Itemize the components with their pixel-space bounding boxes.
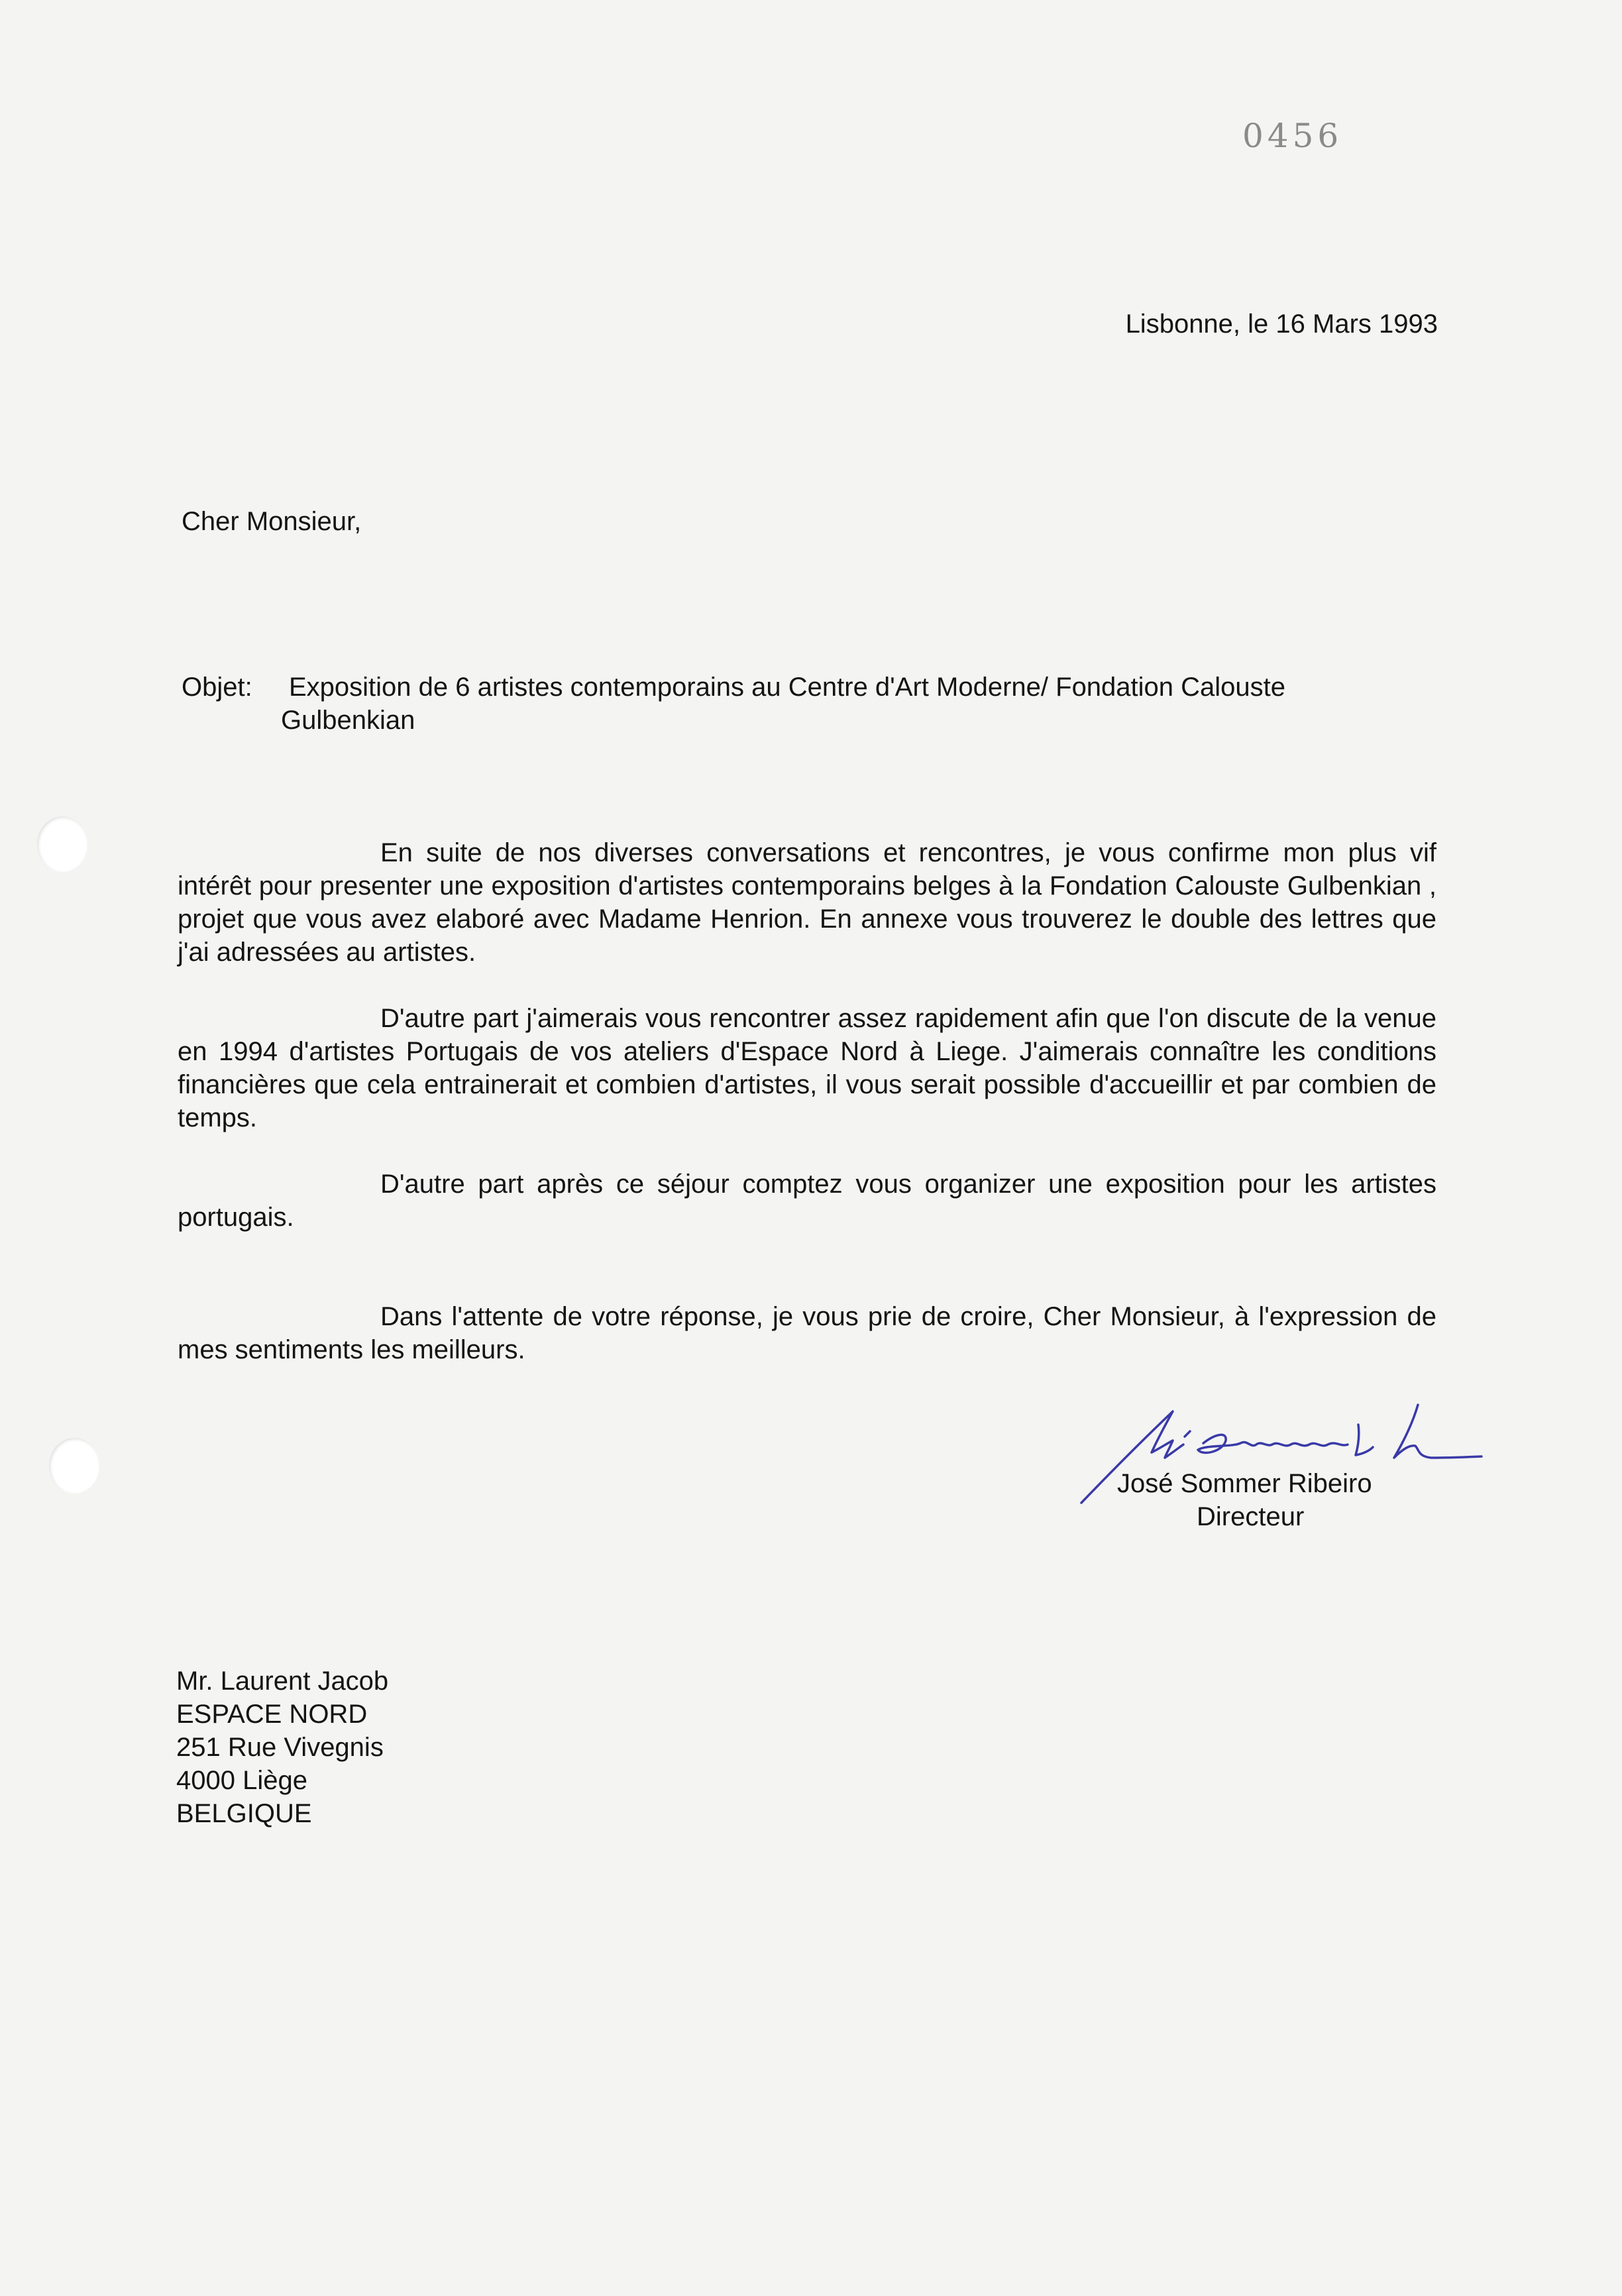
salutation: Cher Monsieur, (182, 507, 362, 536)
archive-number-stamp: 0456 (1242, 117, 1343, 155)
body-paragraph: D'autre part j'aimerais vous rencontrer assez rapidement afin que l'on discute de la venue en 1994 d'artistes Portugais de vos ateliers d'Espace Nord à Liege. J'aimerais connaître les conditions financières que cela entrainerait et combien d'artistes, il vous serait possible d'accueillir et par combien de temps. (178, 1004, 1436, 1132)
recipient-country: BELGIQUE (176, 1799, 312, 1828)
recipient-organization: ESPACE NORD (176, 1700, 368, 1729)
subject-label: Objet: (182, 673, 252, 702)
body-paragraph: D'autre part après ce séjour comptez vous organizer une exposition pour les artistes portugais. (178, 1170, 1436, 1232)
body-paragraph: En suite de nos diverses conversations et rencontres, je vous confirme mon plus vif intérêt pour presenter une exposition d'artistes contemporains belges à la Fondation Calouste Gulbenkian , projet que vous avez elaboré avec Madame Henrion. En annexe vous trouverez le double des lettres que j'ai adressées au artistes. (178, 838, 1436, 967)
recipient-city: 4000 Liège (176, 1766, 307, 1795)
subject-text-continued: Gulbenkian (281, 706, 415, 735)
closing-paragraph: Dans l'attente de votre réponse, je vous prie de croire, Cher Monsieur, à l'expression de mes sentiments les meilleurs. (178, 1302, 1436, 1364)
recipient-name: Mr. Laurent Jacob (176, 1667, 389, 1696)
subject-text: Exposition de 6 artistes contemporains au Centre d'Art Moderne/ Fondation Calouste (289, 673, 1286, 702)
signer-name: José Sommer Ribeiro (1117, 1469, 1372, 1498)
signer-title: Directeur (1197, 1502, 1305, 1531)
punch-hole (37, 816, 87, 872)
punch-hole (49, 1438, 99, 1494)
recipient-address (176, 1665, 388, 1830)
recipient-street: 251 Rue Vivegnis (176, 1733, 384, 1762)
date-line: Lisbonne, le 16 Mars 1993 (1125, 309, 1438, 339)
